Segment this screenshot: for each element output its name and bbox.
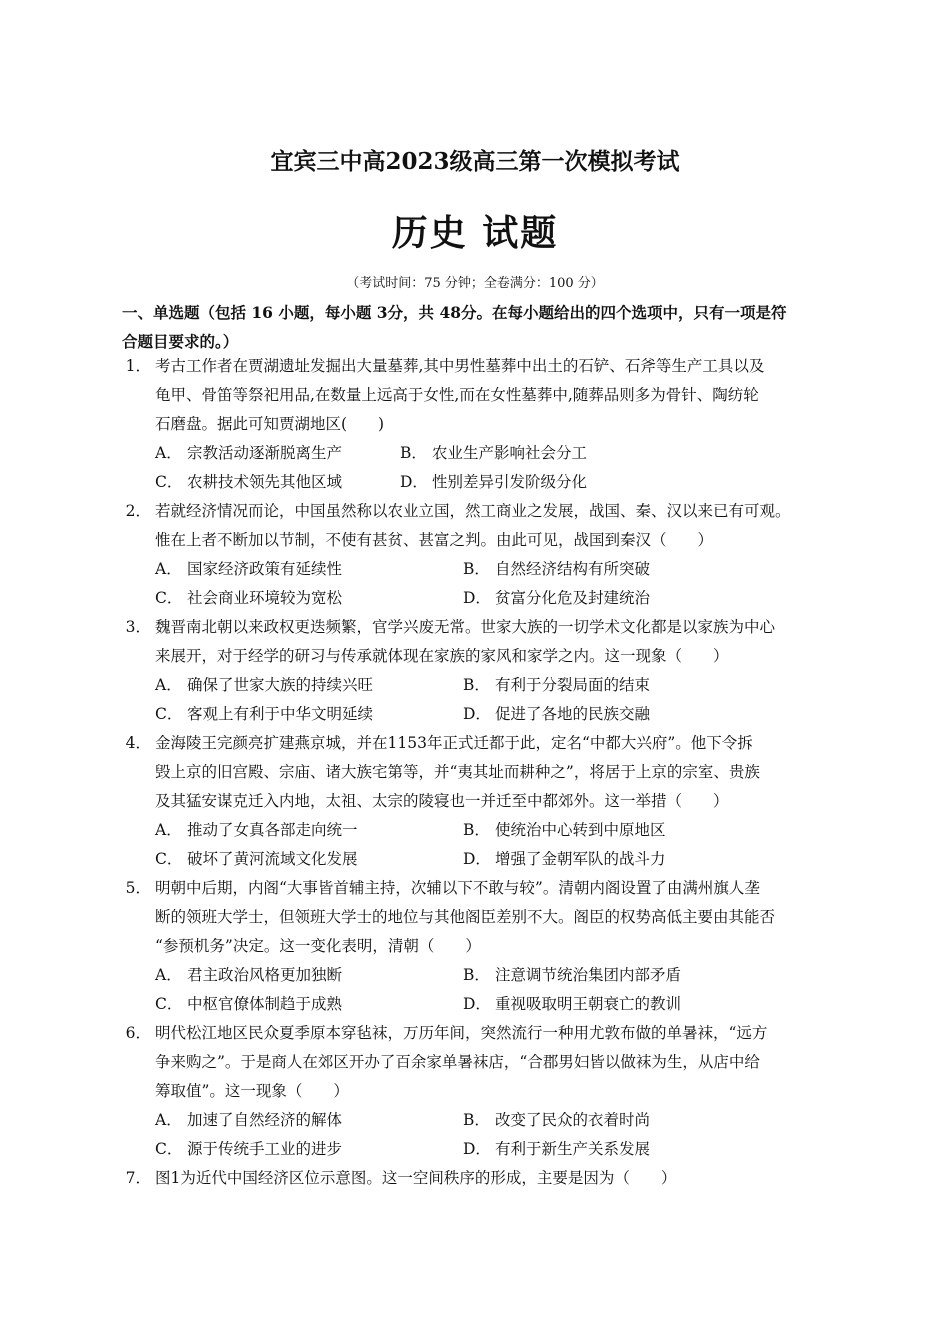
option-letter: B． xyxy=(400,444,427,462)
option-letter: D． xyxy=(463,850,491,868)
question-line: 毁上京的旧宫殿、宗庙、诸大族宅第等，并“夷其址而耕种之”，将居于上京的宗室、贵族 xyxy=(155,763,760,781)
option-b[interactable] xyxy=(400,439,587,468)
subject-title: 历史 试题 xyxy=(391,212,559,254)
question-7 xyxy=(122,1164,842,1193)
option-d[interactable] xyxy=(463,700,650,729)
option-c[interactable] xyxy=(155,700,373,729)
question-line xyxy=(122,613,842,642)
option-d[interactable] xyxy=(463,845,666,874)
question-line xyxy=(122,1164,842,1193)
option-d[interactable] xyxy=(400,468,587,497)
question-line: 龟甲、骨笛等祭祀用品,在数量上远高于女性,而在女性墓葬中,随葬品则多为骨针、陶纺轮 xyxy=(155,386,759,404)
question-line xyxy=(122,1019,842,1048)
option-letter: B． xyxy=(463,1111,490,1129)
question-5 xyxy=(122,874,842,1019)
option-letter: B． xyxy=(463,966,490,984)
question-text: 若就经济情况而论，中国虽然称以农业立国，然工商业之发展，战国、秦、汉以来已有可观。 xyxy=(155,502,791,520)
option-letter: D． xyxy=(400,473,428,491)
option-text: 农业生产影响社会分工 xyxy=(432,444,588,462)
option-a[interactable] xyxy=(155,671,373,700)
option-text: 加速了自然经济的解体 xyxy=(187,1111,343,1129)
option-letter: D． xyxy=(463,1140,491,1158)
option-letter: C． xyxy=(155,473,183,491)
option-letter: A． xyxy=(155,676,182,694)
question-text: 金海陵王完颜亮扩建燕京城，并在1153年正式迁都于此，定名“中都大兴府”。他下令拆 xyxy=(155,734,753,752)
option-letter: A． xyxy=(155,966,182,984)
question-line: 争来购之”。于是商人在郊区开办了百余家单暑袜店，“合郡男妇皆以做袜为生，从店中给 xyxy=(155,1053,760,1071)
option-text: 注意调节统治集团内部矛盾 xyxy=(495,966,682,984)
option-letter: B． xyxy=(463,821,490,839)
question-line: 来展开，对于经学的研习与传承就体现在家族的家风和家学之内。这一现象（ ） xyxy=(155,647,729,665)
question-text: 图1为近代中国经济区位示意图。这一空间秩序的形成，主要是因为（ ） xyxy=(155,1169,677,1187)
option-c[interactable] xyxy=(155,584,342,613)
option-letter: C． xyxy=(155,850,183,868)
option-b[interactable] xyxy=(463,816,666,845)
section-header xyxy=(122,298,832,356)
question-line: 断的领班大学士，但领班大学士的地位与其他阁臣差别不大。阁臣的权势高低主要由其能否 xyxy=(155,908,776,926)
question-number: 4． xyxy=(125,734,151,752)
option-text: 使统治中心转到中原地区 xyxy=(495,821,666,839)
option-text: 确保了世家大族的持续兴旺 xyxy=(187,676,374,694)
option-text: 性别差异引发阶级分化 xyxy=(432,473,588,491)
option-text: 有利于新生产关系发展 xyxy=(495,1140,651,1158)
question-line: 惟在上者不断加以节制，不使有甚贫、甚富之判。由此可见，战国到秦汉（ ） xyxy=(155,531,714,549)
question-3 xyxy=(122,613,842,729)
options xyxy=(122,671,842,729)
option-text: 改变了民众的衣着时尚 xyxy=(495,1111,651,1129)
option-text: 中枢官僚体制趋于成熟 xyxy=(187,995,343,1013)
option-c[interactable] xyxy=(155,1135,342,1164)
option-text: 促进了各地的民族交融 xyxy=(495,705,651,723)
option-text: 增强了金朝军队的战斗力 xyxy=(495,850,666,868)
question-line xyxy=(122,352,842,381)
options xyxy=(122,555,842,613)
section-header-line: 一、单选题（包括 16 小题，每小题 3分，共 48分。在每小题给出的四个选项中，只有一项是符 xyxy=(122,303,787,322)
school-title: 宜宾三中高2023级高三第一次模拟考试 xyxy=(270,148,680,175)
question-number: 6． xyxy=(125,1024,151,1042)
question-number: 5． xyxy=(125,879,151,897)
option-a[interactable] xyxy=(155,961,342,990)
question-4 xyxy=(122,729,842,874)
options xyxy=(122,1106,842,1164)
option-text: 重视吸取明王朝衰亡的教训 xyxy=(495,995,682,1013)
question-line: 及其猛安谋克迁入内地，太祖、太宗的陵寝也一并迁至中都郊外。这一举措（ ） xyxy=(155,792,729,810)
section-header-line: 合题目要求的。） xyxy=(122,332,239,351)
exam-info: （考试时间：75 分钟；全卷满分：100 分） xyxy=(346,276,604,291)
option-letter: D． xyxy=(463,589,491,607)
option-letter: C． xyxy=(155,589,183,607)
question-line xyxy=(122,497,842,526)
option-letter: C． xyxy=(155,1140,183,1158)
question-line xyxy=(122,729,842,758)
option-text: 国家经济政策有延续性 xyxy=(187,560,343,578)
option-letter: A． xyxy=(155,560,182,578)
question-6 xyxy=(122,1019,842,1164)
option-letter: B． xyxy=(463,676,490,694)
option-letter: B． xyxy=(463,560,490,578)
question-line: “参预机务”决定。这一变化表明，清朝（ ） xyxy=(155,937,481,955)
option-letter: C． xyxy=(155,705,183,723)
options xyxy=(122,961,842,1019)
question-line: 石磨盘。据此可知贾湖地区( ) xyxy=(155,415,385,433)
option-b[interactable] xyxy=(463,1106,650,1135)
option-c[interactable] xyxy=(155,468,342,497)
option-letter: C． xyxy=(155,995,183,1013)
option-b[interactable] xyxy=(463,555,650,584)
question-number: 1． xyxy=(125,357,151,375)
option-letter: A． xyxy=(155,821,182,839)
question-1 xyxy=(122,352,842,497)
option-text: 君主政治风格更加独断 xyxy=(187,966,343,984)
option-text: 源于传统手工业的进步 xyxy=(187,1140,343,1158)
option-c[interactable] xyxy=(155,990,342,1019)
question-text: 明朝中后期，内阁“大事皆首辅主持，次辅以下不敢与较”。清朝内阁设置了由满州旗人垄 xyxy=(155,879,760,897)
option-text: 推动了女真各部走向统一 xyxy=(187,821,358,839)
question-number: 2． xyxy=(125,502,151,520)
options xyxy=(122,816,842,874)
question-line xyxy=(122,874,842,903)
option-text: 农耕技术领先其他区域 xyxy=(187,473,343,491)
question-line: 筹取值”。这一现象（ ） xyxy=(155,1082,349,1100)
option-b[interactable] xyxy=(463,961,681,990)
option-text: 有利于分裂局面的结束 xyxy=(495,676,651,694)
option-letter: A． xyxy=(155,1111,182,1129)
option-a[interactable] xyxy=(155,816,358,845)
question-number: 7． xyxy=(125,1169,151,1187)
option-text: 贫富分化危及封建统治 xyxy=(495,589,651,607)
question-2 xyxy=(122,497,842,613)
question-text: 考古工作者在贾湖遗址发掘出大量墓葬,其中男性墓葬中出土的石铲、石斧等生产工具以及 xyxy=(155,357,765,375)
option-a[interactable] xyxy=(155,1106,342,1135)
option-d[interactable] xyxy=(463,990,681,1019)
option-text: 客观上有利于中华文明延续 xyxy=(187,705,374,723)
option-letter: A． xyxy=(155,444,182,462)
option-b[interactable] xyxy=(463,671,650,700)
option-text: 宗教活动逐渐脱离生产 xyxy=(187,444,343,462)
option-text: 社会商业环境较为宽松 xyxy=(187,589,343,607)
option-d[interactable] xyxy=(463,1135,650,1164)
option-text: 破坏了黄河流域文化发展 xyxy=(187,850,358,868)
option-text: 自然经济结构有所突破 xyxy=(495,560,651,578)
option-d[interactable] xyxy=(463,584,650,613)
option-c[interactable] xyxy=(155,845,358,874)
question-text: 明代松江地区民众夏季原本穿毡袜，万历年间，突然流行一种用尤敦布做的单暑袜，“远方 xyxy=(155,1024,768,1042)
option-letter: D． xyxy=(463,995,491,1013)
question-number: 3． xyxy=(125,618,151,636)
question-text: 魏晋南北朝以来政权更迭频繁，官学兴废无常。世家大族的一切学术文化都是以家族为中心 xyxy=(155,618,776,636)
options xyxy=(122,439,842,497)
option-a[interactable] xyxy=(155,555,342,584)
option-a[interactable] xyxy=(155,439,342,468)
option-letter: D． xyxy=(463,705,491,723)
